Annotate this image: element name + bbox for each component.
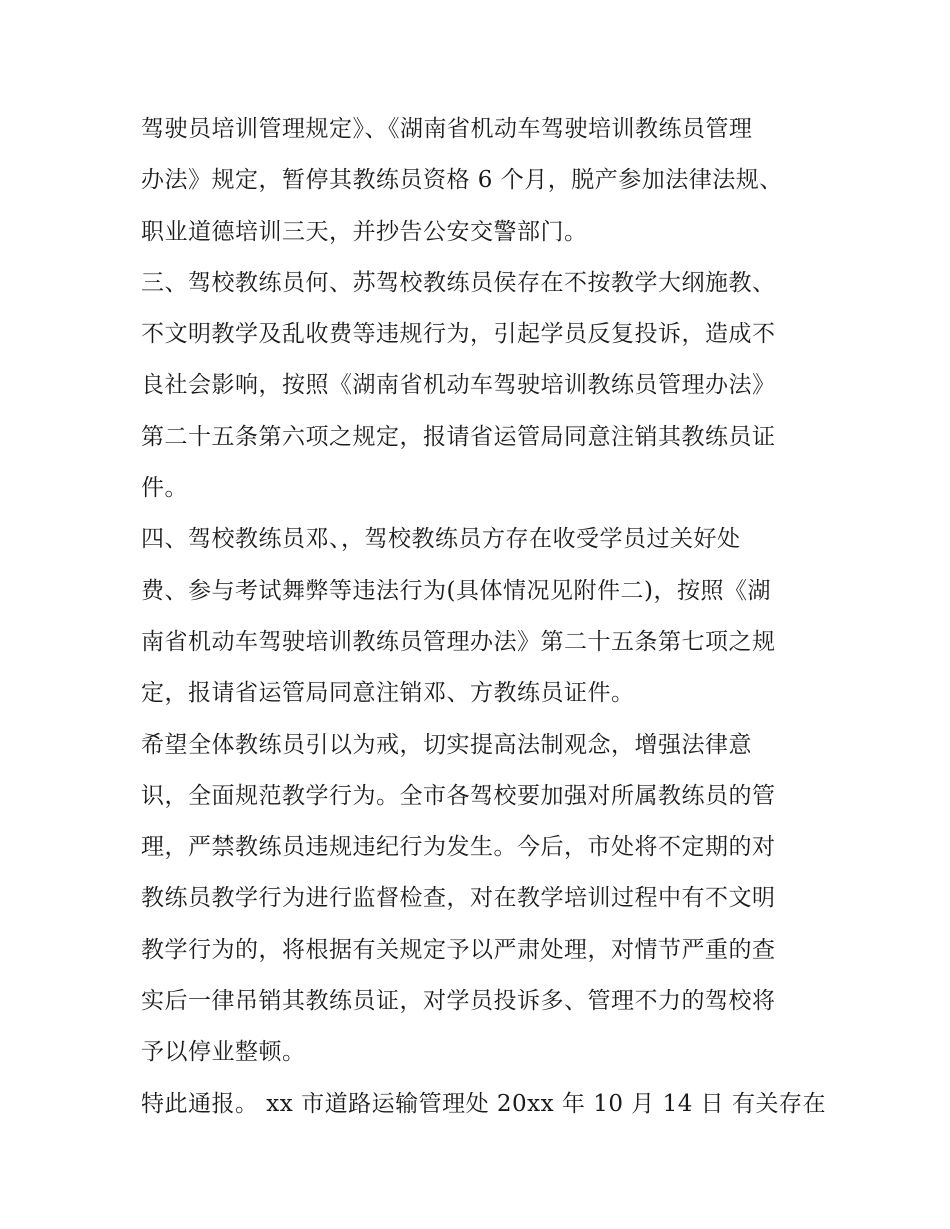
text-line: 驾驶员培训管理规定》、《湖南省机动车驾驶培训教练员管理 (141, 116, 753, 142)
document-body (141, 104, 826, 1130)
text-line: 三、驾校教练员何、苏驾校教练员侯存在不按教学大纲施教、 (141, 269, 776, 296)
text-line: 教学行为的，将根据有关规定予以严肃处理，对情节严重的查 (141, 936, 776, 963)
text-line: 良社会影响，按照《湖南省机动车驾驶培训教练员管理办法》 (141, 372, 776, 399)
text-line: 教练员教学行为进行监督检查，对在教学培训过程中有不文明 (141, 885, 776, 912)
text-line: 希望全体教练员引以为戒，切实提高法制观念，增强法律意 (141, 731, 752, 758)
text-line: 第二十五条第六项之规定，报请省运管局同意注销其教练员证 (141, 423, 776, 450)
text-line: 定，报请省运管局同意注销邓、方教练员证件。 (141, 680, 635, 707)
text-line: 费、参与考试舞弊等违法行为(具体情况见附件二)，按照《湖 (141, 577, 771, 604)
text-line: 实后一律吊销其教练员证，对学员投诉多、管理不力的驾校将 (141, 988, 776, 1015)
text-line: 南省机动车驾驶培训教练员管理办法》第二十五条第七项之规 (141, 628, 776, 655)
text-line: 办法》规定，暂停其教练员资格 6 个月，脱产参加法律法规、 (141, 167, 783, 194)
text-line: 不文明教学及乱收费等违规行为，引起学员反复投诉，造成不 (141, 321, 776, 348)
text-line: 予以停业整顿。 (141, 1039, 306, 1066)
text-line: 特此通报。 xx 市道路运输管理处 20xx 年 10 月 14 日 有关存在 (141, 1090, 826, 1117)
text-line: 识，全面规范教学行为。全市各驾校要加强对所属教练员的管 (141, 782, 776, 809)
text-line: 四、驾校教练员邓、，驾校教练员方存在收受学员过关好处 (141, 526, 741, 553)
text-line: 理，严禁教练员违规违纪行为发生。今后，市处将不定期的对 (141, 834, 776, 861)
text-line: 职业道德培训三天，并抄告公安交警部门。 (141, 218, 588, 245)
text-line: 件。 (141, 475, 188, 502)
